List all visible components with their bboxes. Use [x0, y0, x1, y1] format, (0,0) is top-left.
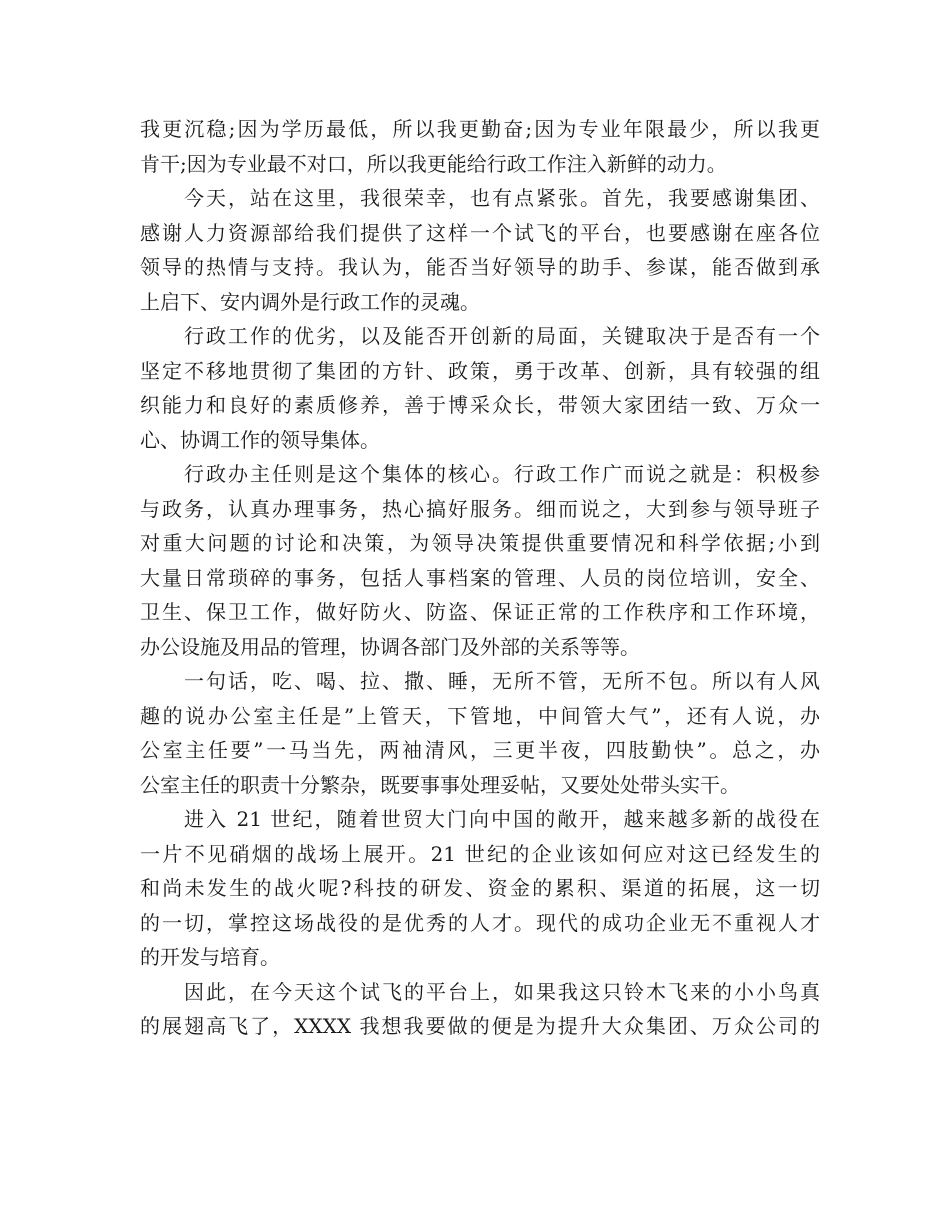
text-line: 心、协调工作的领导集体。: [140, 427, 380, 452]
text-line: 对重大问题的讨论和决策，为领导决策提供重要情况和科学依据;小到: [140, 531, 820, 555]
text-line: 办公设施及用品的管理，协调各部门及外部的关系等等。: [140, 634, 640, 659]
text-line: 与政务，认真办理事务，热心搞好服务。细而说之，大到参与领导班子: [140, 496, 820, 521]
text-line: 行政办主任则是这个集体的核心。行政工作广而说之就是：积极参: [184, 462, 820, 486]
paragraph: [140, 802, 820, 975]
text-line: 一句话，吃、喝、拉、撒、睡，无所不管，无所不包。所以有人风: [184, 669, 820, 693]
text-line: 今天，站在这里，我很荣幸，也有点紧张。首先，我要感谢集团、: [184, 186, 820, 210]
text-line: 领导的热情与支持。我认为，能否当好领导的助手、参谋，能否做到承: [140, 255, 820, 279]
text-line: 上启下、安内调外是行政工作的灵魂。: [140, 289, 480, 314]
text-line: 坚定不移地贯彻了集团的方针、政策，勇于改革、创新，具有较强的组: [140, 358, 820, 383]
text-line: 卫生、保卫工作，做好防火、防盗、保证正常的工作秩序和工作环境，: [140, 600, 820, 624]
text-line: 因此，在今天这个试飞的平台上，如果我这只铃木飞来的小小鸟真: [184, 979, 820, 1004]
text-line: 和尚未发生的战火呢?科技的研发、资金的累积、渠道的拓展，这一切: [140, 876, 820, 900]
text-line: 的一切，掌控这场战役的是优秀的人才。现代的成功企业无不重视人才: [140, 910, 820, 935]
text-line: 织能力和良好的素质修养，善于博采众长，带领大家团结一致、万众一: [140, 393, 820, 417]
text-line: 肯干;因为专业最不对口，所以我更能给行政工作注入新鲜的动力。: [140, 151, 727, 176]
text-line: 行政工作的优劣，以及能否开创新的局面，关键取决于是否有一个: [184, 324, 820, 348]
paragraph: [140, 975, 820, 1044]
text-line: 我更沉稳;因为学历最低，所以我更勤奋;因为专业年限最少，所以我更: [140, 117, 820, 141]
text-line: 大量日常琐碎的事务，包括人事档案的管理、人员的岗位培训，安全、: [140, 565, 820, 590]
text-line: 趣的说办公室主任是”上管天，下管地，中间管大气”，还有人说，办: [140, 703, 820, 728]
paragraph: [140, 112, 820, 181]
paragraph: [140, 319, 820, 457]
document-body: [140, 112, 820, 1044]
text-line: 公室主任要”一马当先，两袖清风，三更半夜，四肢勤快”。总之，办: [140, 738, 820, 762]
paragraph: [140, 181, 820, 319]
text-line: 的开发与培育。: [140, 945, 280, 969]
text-line: 的展翅高飞了，XXXX 我想我要做的便是为提升大众集团、万众公司的: [140, 1014, 820, 1038]
text-line: 进入 21 世纪，随着世贸大门向中国的敞开，越来越多新的战役在: [184, 807, 820, 831]
text-line: 感谢人力资源部给我们提供了这样一个试飞的平台，也要感谢在座各位: [140, 220, 820, 245]
paragraph: [140, 457, 820, 664]
text-line: 公室主任的职责十分繁杂，既要事事处理妥帖，又要处处带头实干。: [140, 772, 740, 797]
paragraph: [140, 664, 820, 802]
text-line: 一片不见硝烟的战场上展开。21 世纪的企业该如何应对这已经发生的: [140, 841, 820, 866]
